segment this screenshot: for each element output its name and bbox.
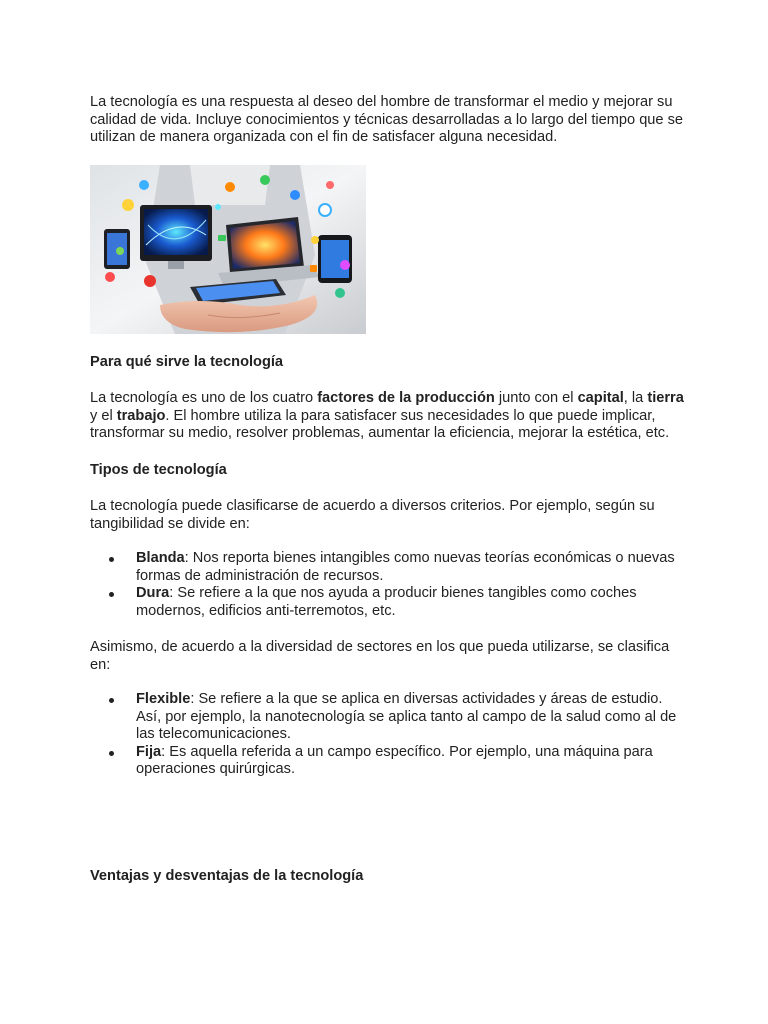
hand-holding-devices-illustration [90, 165, 366, 334]
list-item-text: : Se refiere a la que nos ayuda a producir bienes tangibles como coches modernos, edificios anti-terremotos, etc. [136, 585, 637, 619]
bold-term: Dura [136, 585, 170, 601]
bold-term: Blanda [136, 550, 185, 566]
section-heading-tipos: Tipos de tecnología [90, 461, 227, 478]
bold-term: Flexible [136, 691, 191, 707]
section2-paragraph-1: La tecnología puede clasificarse de acuerdo a diversos criterios. Por ejemplo, según su tangibilidad se divide en: [90, 498, 655, 532]
section-heading-para-que-sirve: Para qué sirve la tecnología [90, 353, 284, 370]
list-item-text: : Se refiere a la que se aplica en diversas actividades y áreas de estudio. Así, por ejemplo, la nanotecnología se aplica tanto al campo de la salud como al de las telecomunicaciones. [136, 691, 677, 742]
list-sectores [90, 691, 690, 779]
text-fragment: La tecnología es uno de los cuatro [90, 390, 318, 406]
bold-term: capital [577, 390, 624, 406]
text-fragment: , la [623, 390, 648, 406]
list-item [136, 744, 690, 779]
intro-paragraph: La tecnología es una respuesta al deseo del hombre de transformar el medio y mejorar su calidad de vida. Incluye conocimientos y técnicas desarrolladas a lo largo del tiempo que se utilizan de manera organizada con el fin de satisfacer alguna necesidad. [90, 94, 684, 145]
section1-paragraph [90, 390, 690, 443]
document-page [90, 94, 690, 885]
text-fragment: . El hombre utiliza la para satisfacer sus necesidades lo que puede implicar, transformar su medio, resolver problemas, aumentar la eficiencia, mejorar la estética, etc. [90, 407, 670, 441]
list-item-text: : Es aquella referida a un campo específico. Por ejemplo, una máquina para operaciones quirúrgicas. [136, 743, 653, 777]
bold-term: tierra [647, 390, 684, 406]
text-fragment: junto con el [494, 390, 578, 406]
list-item [136, 585, 690, 620]
list-tangibilidad [90, 550, 690, 620]
bold-term: Fija [136, 743, 162, 760]
text-fragment: y el [90, 407, 117, 424]
list-item [136, 550, 690, 585]
bold-term: factores de la producción [317, 390, 495, 406]
section2-paragraph-2: Asimismo, de acuerdo a la diversidad de sectores en los que pueda utilizarse, se clasifica en: [90, 639, 670, 673]
bold-term: trabajo [116, 407, 166, 424]
list-item-text: : Nos reporta bienes intangibles como nuevas teorías económicas o nuevas formas de administración de recursos. [136, 550, 675, 584]
section-heading-ventajas: Ventajas y desventajas de la tecnología [90, 867, 364, 884]
list-item [136, 691, 690, 744]
